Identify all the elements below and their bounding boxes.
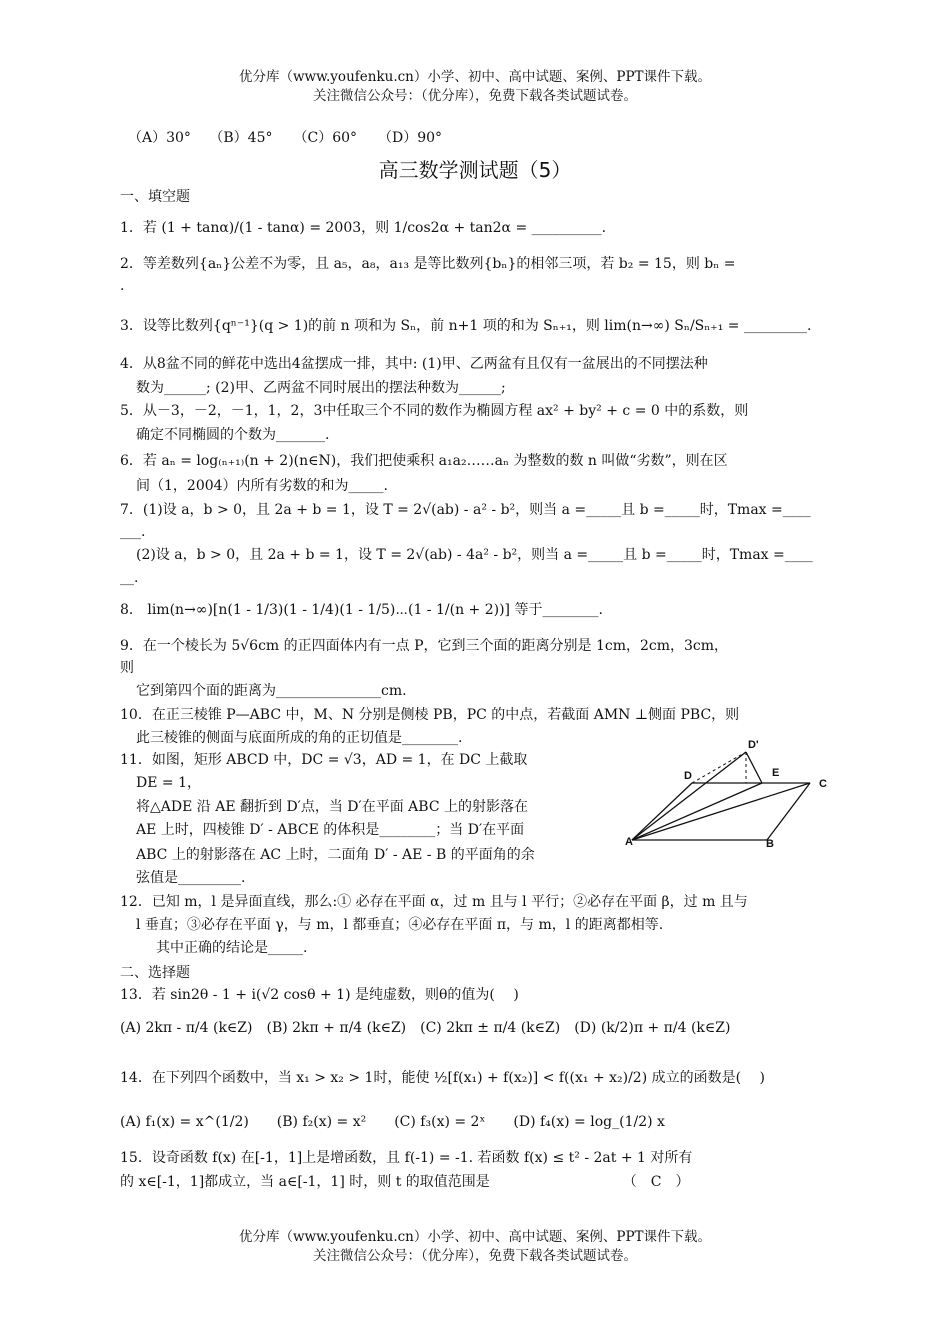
question-10: 10．在正三棱锥 P—ABC 中，M、N 分别是侧棱 PB，PC 的中点，若截面 AMN ⊥侧面 PBC，则 — [120, 707, 740, 723]
question-5: 5．从－3，－2，－1，1，2，3中任取三个不同的数作为椭圆方程 ax² + by² + c = 0 中的系数，则 — [120, 403, 749, 419]
question-11: 11．如图，矩形 ABCD 中，DC = √3，AD = 1，在 DC 上截取 — [120, 752, 528, 768]
question-2: 2．等差数列{aₙ}公差不为零，且 a₅，a₈，a₁₃ 是等比数列{bₙ}的相邻三项，若 b₂ = 15，则 bₙ = — [120, 256, 736, 272]
question-7-part-2-cont: __. — [120, 570, 139, 586]
question-13: 13．若 sin2θ - 1 + i(√2 cosθ + 1) 是纯虚数，则θ的值为( ) — [120, 987, 519, 1003]
question-12-cont-2: 其中正确的结论是_____. — [156, 940, 308, 956]
page-title: 高三数学测试题（5） — [378, 158, 572, 182]
footer-line-1: 优分库（www.youfenku.cn）小学、初中、高中试题、案例、PPT课件下载。 — [238, 1229, 712, 1245]
previous-question-options: （A）30° （B）45° （C）60° （D）90° — [128, 130, 443, 146]
question-2-cont: . — [120, 278, 125, 294]
question-1: 1．若 (1 + tanα)/(1 - tanα) = 2003，则 1/cos2α + tan2α = __________. — [120, 220, 607, 236]
question-8: 8． lim(n→∞)[n(1 - 1/3)(1 - 1/4)(1 - 1/5)⋯(1 - 1/(n + 2))] 等于________. — [120, 602, 603, 618]
header-line-1: 优分库（www.youfenku.cn）小学、初中、高中试题、案例、PPT课件下载。 — [238, 69, 712, 85]
label-e: E — [772, 767, 780, 779]
question-12-cont: l 垂直；③必存在平面 γ，与 m，l 都垂直；④必存在平面 π，与 m，l 的距离都相等. — [136, 917, 664, 933]
label-d-prime: D' — [748, 739, 759, 751]
question-11-cont-3: AE 上时，四棱锥 D′ - ABCE 的体积是________；当 D′在平面 — [136, 822, 525, 838]
question-14-options: (A) f₁(x) = x^(1/2) (B) f₂(x) = x² (C) f₃(x) = 2ˣ (D) f₄(x) = log_(1/2) x — [120, 1114, 665, 1130]
label-b: B — [766, 838, 774, 850]
question-7-part-1: 7．(1)设 a，b > 0，且 2a + b = 1，设 T = 2√(ab) - a² - b²，则当 a =_____且 b =_____时，Tmax =____ — [120, 502, 811, 518]
question-9-cont-2: 它到第四个面的距离为_______________cm. — [136, 683, 407, 699]
question-7-part-2: (2)设 a，b > 0，且 2a + b = 1，设 T = 2√(ab) - 4a² - b²，则当 a =_____且 b =_____时，Tmax =____ — [136, 547, 813, 563]
question-4: 4．从8盆不同的鲜花中选出4盆摆成一排，其中: (1)甲、乙两盆有且仅有一盆展出的不同摆法种 — [120, 356, 708, 372]
question-15-cont: 的 x∈[-1，1]都成立，当 a∈[-1，1] 时，则 t 的取值范围是 （ C ） — [120, 1174, 690, 1190]
label-d: D — [684, 770, 692, 782]
question-15: 15．设奇函数 f(x) 在[-1，1]上是增函数，且 f(-1) = -1. 若函数 f(x) ≤ t² - 2at + 1 对所有 — [120, 1150, 693, 1166]
question-11-cont-4: ABC 上的射影落在 AC 上时，二面角 D′ - AE - B 的平面角的余 — [136, 847, 535, 863]
question-9-cont: 则 — [120, 660, 134, 676]
section-choice-heading: 二、选择题 — [120, 965, 190, 981]
label-c: C — [819, 778, 827, 790]
question-6-cont: 间（1，2004）内所有劣数的和为_____. — [136, 478, 388, 494]
question-4-cont: 数为______; (2)甲、乙两盆不同时展出的摆法种数为______; — [136, 380, 506, 396]
fold-figure — [622, 732, 837, 854]
question-6: 6．若 aₙ = log₍ₙ₊₁₎(n + 2)(n∈N)，我们把使乘积 a₁a₂……aₙ 为整数的数 n 叫做“劣数”，则在区 — [120, 453, 728, 469]
question-7-part-1-cont: ___. — [120, 524, 146, 540]
question-11-cont-2: 将△ADE 沿 AE 翻折到 D′点，当 D′在平面 ABC 上的射影落在 — [136, 799, 528, 815]
header-line-2: 关注微信公众号：（优分库），免费下载各类试题试卷。 — [313, 88, 637, 104]
question-3: 3．设等比数列{qⁿ⁻¹}(q > 1)的前 n 项和为 Sₙ，前 n+1 项的和为 Sₙ₊₁，则 lim(n→∞) Sₙ/Sₙ₊₁ = _________. — [120, 318, 812, 334]
question-11-cont-1: DE = 1， — [136, 775, 201, 791]
question-12: 12．已知 m，l 是异面直线，那么:① 必存在平面 α，过 m 且与 l 平行；②必存在平面 β，过 m 且与 — [120, 894, 748, 910]
footer-line-2: 关注微信公众号：（优分库），免费下载各类试题试卷。 — [313, 1248, 637, 1264]
question-9: 9．在一个棱长为 5√6cm 的正四面体内有一点 P，它到三个面的距离分别是 1cm，2cm，3cm， — [120, 638, 729, 654]
section-fill-in-heading: 一、填空题 — [120, 189, 190, 205]
label-a: A — [625, 836, 633, 848]
question-11-cont-5: 弦值是_________. — [136, 870, 246, 886]
question-10-cont: 此三棱锥的侧面与底面所成的角的正切值是________. — [136, 730, 463, 746]
question-14: 14．在下列四个函数中，当 x₁ > x₂ > 1时，能使 ½[f(x₁) + f(x₂)] < f((x₁ + x₂)/2) 成立的函数是( ) — [120, 1070, 766, 1086]
question-5-cont: 确定不同椭圆的个数为_______. — [136, 427, 330, 443]
question-13-options: (A) 2kπ - π/4 (k∈Z) (B) 2kπ + π/4 (k∈Z) (C) 2kπ ± π/4 (k∈Z) (D) (k/2)π + π/4 (k∈Z) — [120, 1020, 731, 1036]
